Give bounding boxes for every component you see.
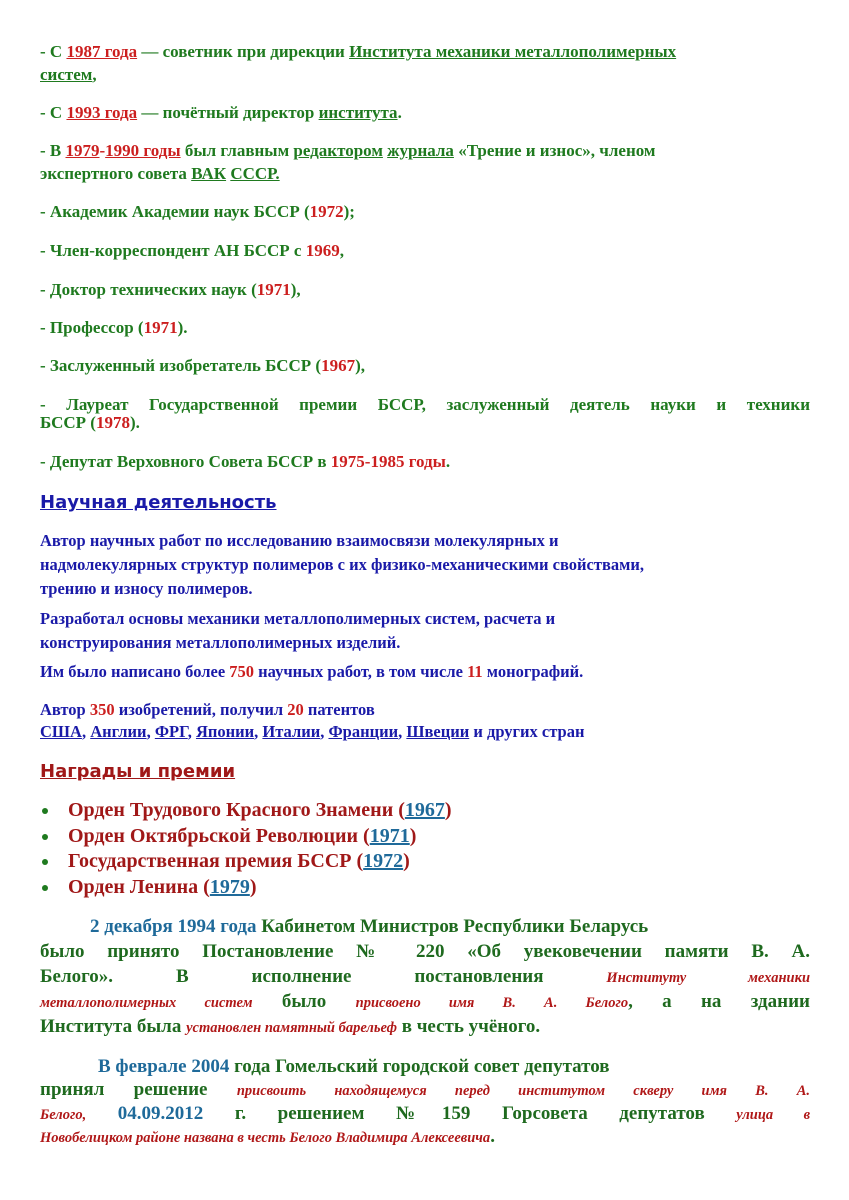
link-1987[interactable]: 1987 года [66,42,138,61]
career-line-6 [40,280,810,300]
text: «Трение и износ», членом [453,141,656,160]
career-line-10 [40,452,810,472]
text: года Гомельский городской совет депутатов [229,1056,610,1077]
awards-heading: Награды и премии [40,761,236,782]
career-line-8 [40,356,810,376]
text: , а на здании [628,991,810,1012]
text-italic: установлен памятный барельеф [186,1020,397,1036]
text-italic: улица в [736,1107,811,1123]
count: 750 [229,662,255,681]
text: - Доктор технических наук ( [40,280,257,299]
bullet-icon [42,808,48,814]
text-italic: присвоено имя В. А. Белого [355,995,629,1011]
science-p1-line3: трению и износу полимеров. [40,579,253,598]
year: 1969 [305,241,340,260]
text: - Член-корреспондент АН БССР с [40,241,306,260]
text-italic: металлополимерных систем [40,995,253,1011]
link-institute-cont[interactable]: систем [40,65,93,84]
link-year[interactable]: 1971 [369,824,410,847]
text: - Лауреат Государственной премии БССР, заслуженный деятель науки и техники [40,395,810,414]
text: - Заслуженный изобретатель БССР ( [40,356,322,375]
career-line-3 [40,141,810,161]
link-country-frg[interactable]: ФРГ [154,722,188,741]
career-line-1 [40,42,810,62]
career-line-5 [40,241,810,261]
text: - Депутат Верховного Совета БССР в [40,452,331,471]
text: ); [343,202,355,221]
link-institute-2[interactable]: института [318,103,398,122]
memory-line-3 [40,964,810,991]
text: , [92,65,97,84]
science-p2-line1: Разработал основы механики металлополимерных систем, расчета и [40,609,556,628]
text: . [490,1126,495,1147]
link-journal[interactable]: журнала [387,141,454,160]
text: , [254,722,263,741]
text: , [146,722,155,741]
link-editor[interactable]: редактором [293,141,383,160]
text: патентов [303,700,375,719]
text: — советник при дирекции [137,42,350,61]
text: - С [40,103,67,122]
year: 1972 [309,202,344,221]
science-p1-line1: Автор научных работ по исследованию взаимосвязи молекулярных и [40,531,559,550]
text: Белого». В исполнение постановления [40,966,544,987]
text: принял решение [40,1079,237,1100]
link-1990[interactable]: 1990 годы [105,141,181,160]
text-italic: Белого, [40,1107,87,1123]
award-name: Орден Октябрьской Революции ( [68,824,370,847]
link-country-japan[interactable]: Японии [195,722,255,741]
career-line-3b [40,164,810,184]
science-p3 [40,660,800,684]
bullet-icon [42,834,48,840]
link-institute[interactable]: Института механики металлополимерных [349,42,677,61]
text-italic: присвоить находящемуся перед институтом скверу имя В. А. [236,1083,811,1099]
link-year[interactable]: 1979 [209,875,250,898]
square-line-2 [40,1077,810,1104]
text: ), [290,280,301,299]
text: ). [177,318,188,337]
career-line-9 [40,395,810,415]
text: - В [40,141,66,160]
text: монографий. [482,662,584,681]
science-heading: Научная деятельность [40,492,277,513]
bullet-icon [42,885,48,891]
text: в честь учёного. [396,1016,541,1037]
text: , [81,722,91,741]
count: 11 [467,662,483,681]
text: ) [409,824,417,847]
text: ) [249,875,257,898]
square-line-1 [40,1054,810,1079]
awards-list [40,798,452,900]
text: было принято Постановление № 220 «Об увековечении памяти В. А. [40,941,810,962]
text: г. решением [234,1103,365,1124]
memory-line-4 [40,989,810,1016]
text: , [320,722,329,741]
list-item [40,849,452,875]
text: - [99,141,106,160]
date: 04.09.2012 [117,1103,204,1124]
link-country-england[interactable]: Англии [90,722,147,741]
text: , [339,241,344,260]
link-1979[interactable]: 1979 [65,141,100,160]
year: 1971 [256,280,291,299]
award-name: Орден Ленина ( [68,875,210,898]
link-country-usa[interactable]: США [40,722,82,741]
text: , [398,722,407,741]
text: - С [40,42,67,61]
link-country-italy[interactable]: Италии [262,722,321,741]
career-line-7 [40,318,810,338]
count: 350 [89,700,115,719]
text-italic: Новобелицком районе названа в честь Белого Владимира Алексеевича [40,1130,491,1146]
text: БССР ( [40,413,96,432]
text: и других стран [469,722,585,741]
year: 1978 [95,413,130,432]
bullet-icon [42,859,48,865]
date: 2 декабря 1994 года [90,916,257,937]
text: Горсовета депутатов [502,1103,705,1124]
career-line-2 [40,103,810,123]
text: Кабинетом Министров Республики Беларусь [256,916,649,937]
text: - Академик Академии наук БССР ( [40,202,310,221]
text: - Профессор ( [40,318,144,337]
science-p2-line2: конструирования металлополимерных изделий. [40,633,401,652]
award-name: Орден Трудового Красного Знамени ( [68,799,405,821]
text: был главным [180,141,294,160]
list-item [40,824,452,850]
text: . [397,103,402,122]
career-line-4 [40,202,810,222]
link-country-sweden[interactable]: Швеции [406,722,470,741]
text: Автор [40,700,90,719]
text: ), [355,356,366,375]
career-line-1b [40,65,810,85]
career-line-9b [40,413,810,433]
science-p1-line2: надмолекулярных структур полимеров с их физико-механическими свойствами, [40,555,645,574]
year: 1967 [321,356,356,375]
list-item [40,875,452,901]
text: Института была [40,1016,187,1037]
text: Им было написано более [40,662,230,681]
science-p4 [40,698,800,722]
text: , [187,722,196,741]
square-line-4 [40,1124,810,1151]
link-ussr[interactable]: СССР. [230,164,280,183]
text: ). [129,413,140,432]
text: ) [403,850,410,872]
count: 20 [287,700,304,719]
text: ) [444,799,452,821]
year-range: 1975-1985 годы [330,452,446,471]
award-name: Государственная премия БССР ( [68,850,364,872]
memory-line-2 [40,939,810,964]
link-year[interactable]: 1972 [363,850,404,872]
text: изобретений, получил [114,700,288,719]
memory-line-5 [40,1014,810,1041]
text: было [252,991,356,1012]
memory-line-1 [40,914,810,939]
list-item [40,798,452,824]
year: 1971 [143,318,178,337]
link-year[interactable]: 1967 [404,799,445,821]
text: экспертного совета [40,164,192,183]
text: — почётный директор [137,103,319,122]
link-1993[interactable]: 1993 года [66,103,138,122]
text-italic: Институту механики [606,970,811,986]
text: . [445,452,451,471]
link-country-france[interactable]: Франции [328,722,399,741]
text: научных работ, в том числе [254,662,468,681]
decision-number: №159 [396,1103,471,1124]
link-vak[interactable]: ВАК [191,164,227,183]
date: В феврале 2004 [98,1056,230,1077]
countries-line [40,720,800,744]
